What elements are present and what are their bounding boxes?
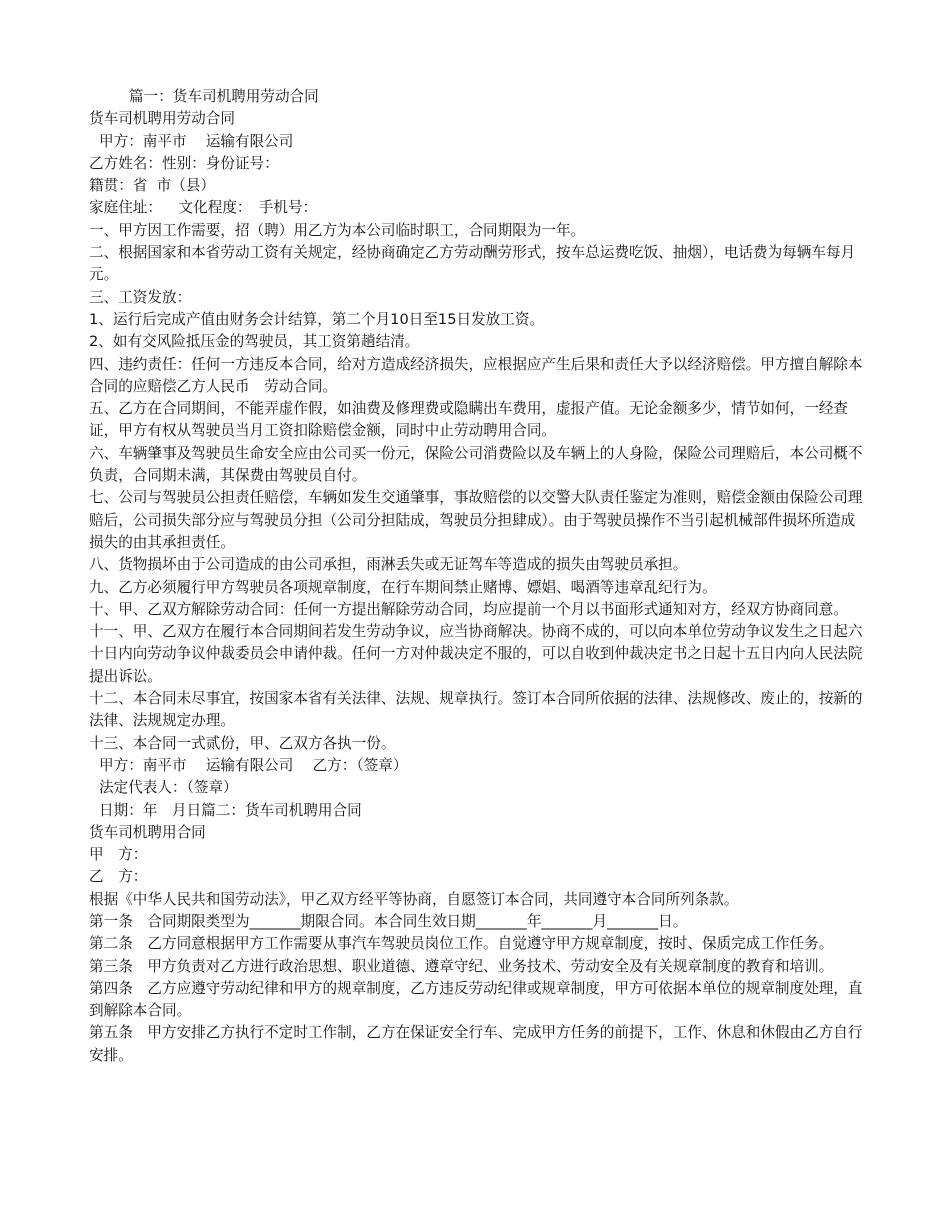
contract-2-title: 货车司机聘用合同 [89, 823, 206, 841]
clause-8: 八、货物损坏由于公司造成的由公司承担，雨淋丢失或无证驾车等造成的损失由驾驶员承担。 [89, 556, 688, 574]
article-2: 第二条 乙方同意根据甲方工作需要从事汽车驾驶员岗位工作。自觉遵守甲方规章制度，按时、保质完成工作任务。 [89, 935, 834, 953]
clause-3-item-2: 2、如有交风险抵压金的驾驶员，其工资第趟结清。 [89, 333, 420, 351]
party-b-label: 乙 方： [89, 868, 148, 886]
section-title: 篇一：货车司机聘用劳动合同 [129, 88, 319, 105]
clause-13: 十三、本合同一式贰份，甲、乙双方各执一份。 [89, 734, 396, 752]
party-a-label: 甲 方： [89, 846, 148, 864]
clause-5: 五、乙方在合同期间，不能弄虚作假，如油费及修理费或隐瞒出车费用，虚报产值。无论金额多少，情节如何，一经查证，甲方有权从驾驶员当月工资扣除赔偿金额，同时中止劳动聘用合同。 [89, 400, 848, 440]
clause-4: 四、违约责任：任何一方违反本合同，给对方造成经济损失，应根据应产生后果和责任大予以经济赔偿。甲方擅自解除本合同的应赔偿乙方人民币 劳动合同。 [89, 355, 863, 395]
clause-12: 十二、本合同未尽事宜，按国家本省有关法律、法规、规章执行。签订本合同所依据的法律、法规修改、废止的，按新的法律、法规规定办理。 [89, 690, 863, 730]
clause-6: 六、车辆肇事及驾驶员生命安全应由公司买一份元，保险公司消费险以及车辆上的人身险，保险公司理赔后，本公司概不负责，合同期未满，其保费由驾驶员自付。 [89, 444, 863, 485]
clause-7: 七、公司与驾驶员公担责任赔偿，车辆如发生交通肇事，事故赔偿的以交警大队责任鉴定为准则，赔偿金额由保险公司理赔后，公司损失部分应与驾驶员分担（公司分担陆成，驾驶员分担肆成）。由于驾驶员操作不当引起机械部件损坏所造成损失的由其承担责任。 [89, 489, 863, 551]
party-b-info-line: 乙方姓名：性别：身份证号： [89, 154, 279, 172]
clause-10: 十、甲、乙双方解除劳动合同：任何一方提出解除劳动合同，均应提前一个月以书面形式通知对方，经双方协商同意。 [89, 600, 848, 618]
clause-1: 一、甲方因工作需要，招（聘）用乙方为本公司临时职工，合同期限为一年。 [89, 221, 586, 239]
document-body [89, 86, 875, 1067]
clause-3-heading: 三、工资发放： [89, 288, 192, 306]
clause-9: 九、乙方必须履行甲方驾驶员各项规章制度，在行车期间禁止赌博、嫖娼、喝酒等违章乱纪行为。 [89, 578, 717, 596]
date-line: 日期：年 月日篇二：货车司机聘用合同 [99, 801, 362, 819]
party-a-line: 甲方：南平市 运输有限公司 [99, 132, 294, 150]
clause-3-item-1: 1、运行后完成产值由财务会计结算，第二个月10日至15日发放工资。 [89, 310, 545, 328]
legal-rep-line: 法定代表人：（签章） [99, 779, 238, 797]
article-4: 第四条 乙方应遵守劳动纪律和甲方的规章制度，乙方违反劳动纪律或规章制度，甲方可依据本单位的规章制度处理，直到解除本合同。 [89, 979, 863, 1020]
address-line: 家庭住址： 文化程度： 手机号： [89, 199, 318, 217]
article-5: 第五条 甲方安排乙方执行不定时工作制，乙方在保证安全行车、完成甲方任务的前提下，工作、休息和休假由乙方自行安排。 [89, 1024, 863, 1064]
article-3: 第三条 甲方负责对乙方进行政治思想、职业道德、遵章守纪、业务技术、劳动安全及有关规章制度的教育和培训。 [89, 957, 834, 975]
article-1: 第一条 合同期限类型为_______期限合同。本合同生效日期_______年_______月_______日。 [89, 912, 688, 930]
clause-11: 十一、甲、乙双方在履行本合同期间若发生劳动争议，应当协商解决。协商不成的，可以向本单位劳动争议发生之日起六十日内向劳动争议仲裁委员会申请仲裁。任何一方对仲裁决定不服的，可以自收到仲裁决定书之日起十五日内向人民法院提出诉讼。 [89, 623, 863, 685]
contract-title: 货车司机聘用劳动合同 [89, 110, 235, 128]
preamble: 根据《中华人民共和国劳动法》，甲乙双方经平等协商，自愿签订本合同，共同遵守本合同所列条款。 [89, 890, 739, 908]
native-place-line: 籍贯：省 市（县） [89, 177, 216, 195]
clause-2: 二、根据国家和本省劳动工资有关规定，经协商确定乙方劳动酬劳形式，按车总运费吃饭、抽烟），电话费为每辆车每月 元。 [89, 244, 875, 284]
signature-line: 甲方：南平市 运输有限公司 乙方：（签章） [99, 756, 408, 774]
